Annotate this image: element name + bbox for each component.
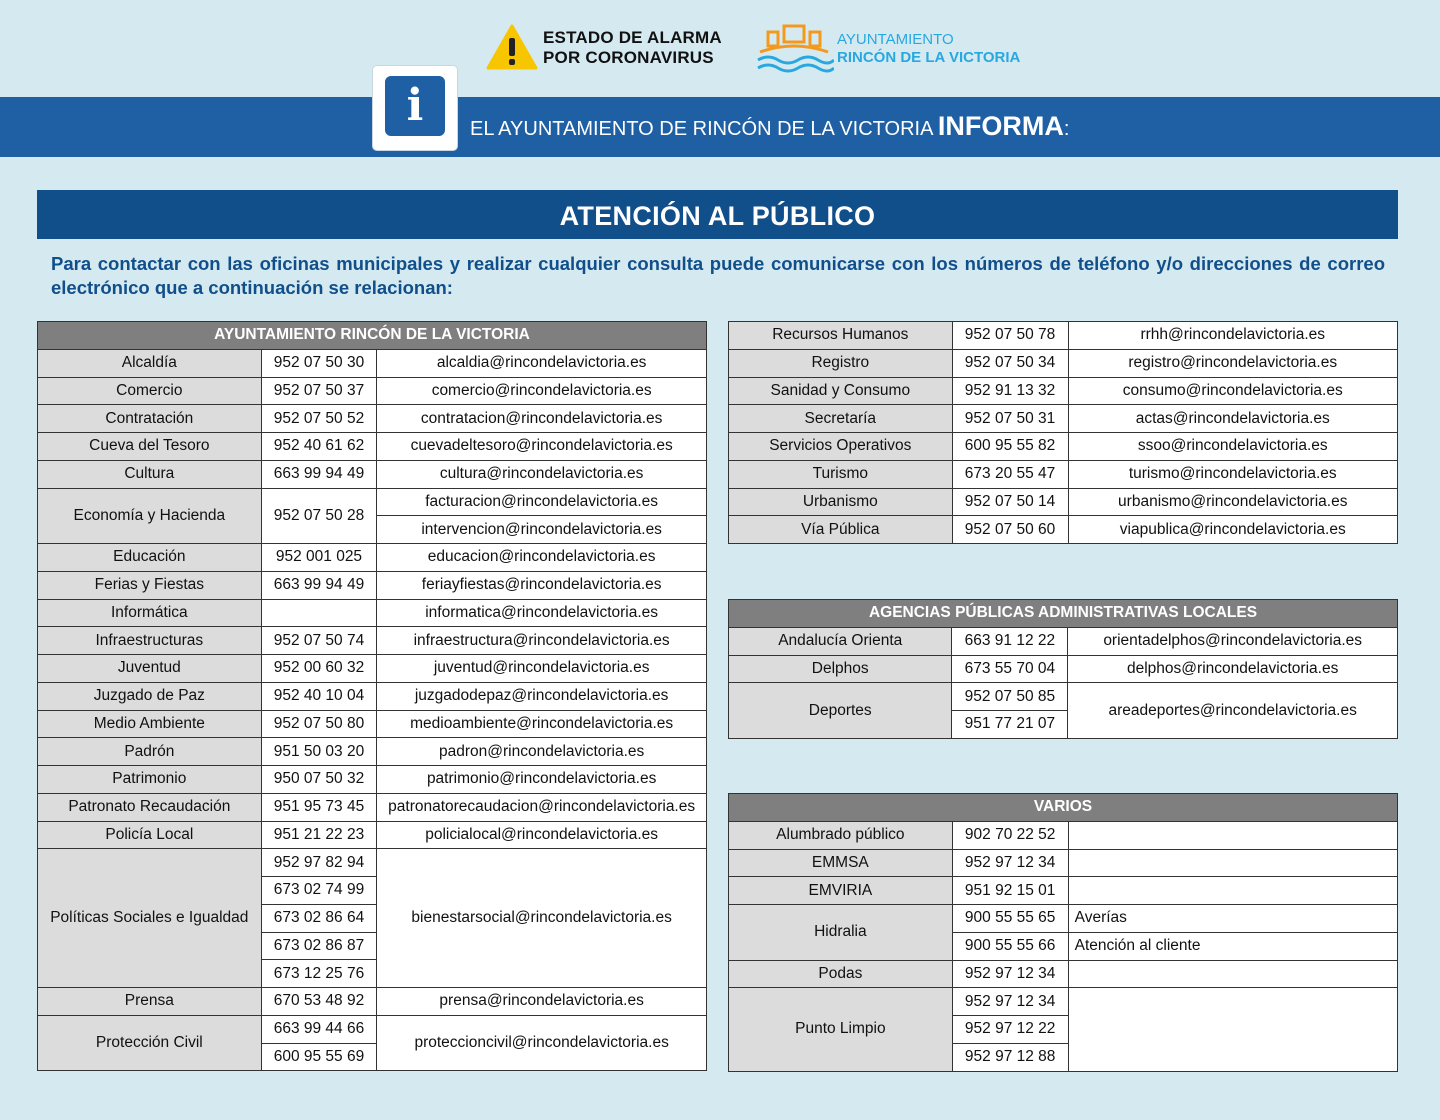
phone-cell: 673 55 70 04 <box>952 655 1068 683</box>
email-cell[interactable]: educacion@rincondelavictoria.es <box>377 544 707 572</box>
alarm-heading <box>543 28 722 68</box>
note-cell <box>1068 988 1397 1071</box>
table-row <box>729 433 1398 461</box>
email-cell[interactable]: consumo@rincondelavictoria.es <box>1068 377 1398 405</box>
phone-cell: 663 99 94 49 <box>261 571 377 599</box>
phone-cell: 952 07 50 30 <box>261 349 377 377</box>
department-cell: Servicios Operativos <box>729 433 953 461</box>
phone-cell <box>261 599 377 627</box>
department-cell: Informática <box>38 599 262 627</box>
email-cell[interactable]: contratacion@rincondelavictoria.es <box>377 405 707 433</box>
info-badge <box>373 66 457 150</box>
department-cell: Economía y Hacienda <box>38 488 262 544</box>
department-cell: Sanidad y Consumo <box>729 377 953 405</box>
email-cell[interactable]: turismo@rincondelavictoria.es <box>1068 460 1398 488</box>
department-cell: Infraestructuras <box>38 627 262 655</box>
email-cell[interactable]: prensa@rincondelavictoria.es <box>377 988 707 1016</box>
table-row <box>729 821 1398 849</box>
department-cell: Cultura <box>38 460 262 488</box>
table-row <box>729 683 1398 711</box>
right-table-body <box>729 322 1398 544</box>
agencies-table-body <box>729 627 1398 738</box>
email-cell[interactable]: proteccioncivil@rincondelavictoria.es <box>377 1015 707 1071</box>
table-row <box>729 988 1398 1016</box>
table-row <box>729 488 1398 516</box>
phone-cell: 952 97 12 22 <box>952 1016 1068 1044</box>
main-table-body <box>38 349 707 1071</box>
table-row <box>729 377 1398 405</box>
department-cell: Recursos Humanos <box>729 322 953 350</box>
main-contact-table <box>37 321 707 1071</box>
phone-cell: 952 07 50 74 <box>261 627 377 655</box>
phone-cell: 902 70 22 52 <box>952 821 1068 849</box>
phone-cell: 952 97 12 34 <box>952 849 1068 877</box>
department-cell: Protección Civil <box>38 1015 262 1071</box>
banner-prefix: EL AYUNTAMIENTO DE RINCÓN DE LA VICTORIA <box>470 118 938 140</box>
banner-text <box>470 108 1069 147</box>
department-cell: Juventud <box>38 655 262 683</box>
table-row <box>38 349 707 377</box>
email-cell[interactable]: juventud@rincondelavictoria.es <box>377 655 707 683</box>
table-row <box>729 849 1398 877</box>
phone-cell: 673 02 74 99 <box>261 877 377 905</box>
email-cell[interactable]: orientadelphos@rincondelavictoria.es <box>1068 627 1398 655</box>
phone-cell: 952 40 61 62 <box>261 433 377 461</box>
agencies-table-title: AGENCIAS PÚBLICAS ADMINISTRATIVAS LOCALES <box>729 600 1398 628</box>
phone-cell: 952 07 50 52 <box>261 405 377 433</box>
table-row <box>729 349 1398 377</box>
table-row <box>729 655 1398 683</box>
department-cell: Patrimonio <box>38 766 262 794</box>
phone-cell: 951 77 21 07 <box>952 711 1068 739</box>
phone-cell: 952 07 50 34 <box>952 349 1068 377</box>
department-cell: Políticas Sociales e Igualdad <box>38 849 262 988</box>
phone-cell: 951 92 15 01 <box>952 877 1068 905</box>
phone-cell: 952 97 82 94 <box>261 849 377 877</box>
department-cell: Turismo <box>729 460 953 488</box>
phone-cell: 952 07 50 85 <box>952 683 1068 711</box>
department-cell: Secretaría <box>729 405 953 433</box>
section-title: ATENCIÓN AL PÚBLICO <box>37 190 1398 239</box>
department-cell: Contratación <box>38 405 262 433</box>
email-cell[interactable]: intervencion@rincondelavictoria.es <box>377 516 707 544</box>
email-cell[interactable]: alcaldia@rincondelavictoria.es <box>377 349 707 377</box>
department-cell: Registro <box>729 349 953 377</box>
department-cell: Deportes <box>729 683 952 739</box>
table-row <box>38 849 707 877</box>
phone-cell: 663 99 94 49 <box>261 460 377 488</box>
banner-suffix: : <box>1063 118 1070 140</box>
department-cell: Hidralia <box>729 905 953 961</box>
department-cell: Podas <box>729 960 953 988</box>
phone-cell: 950 07 50 32 <box>261 766 377 794</box>
phone-cell: 952 97 12 34 <box>952 988 1068 1016</box>
table-row <box>38 433 707 461</box>
note-cell <box>1068 849 1397 877</box>
email-cell[interactable]: juzgadodepaz@rincondelavictoria.es <box>377 682 707 710</box>
town-line-1: AYUNTAMIENTO <box>837 31 954 48</box>
email-cell[interactable]: patronatorecaudacion@rincondelavictoria.es <box>377 793 707 821</box>
email-cell[interactable]: rrhh@rincondelavictoria.es <box>1068 322 1398 350</box>
phone-cell: 600 95 55 82 <box>952 433 1068 461</box>
phone-cell: 952 001 025 <box>261 544 377 572</box>
table-row <box>38 627 707 655</box>
table-row <box>38 377 707 405</box>
phone-cell: 951 95 73 45 <box>261 793 377 821</box>
email-cell[interactable]: registro@rincondelavictoria.es <box>1068 349 1398 377</box>
department-cell: Cueva del Tesoro <box>38 433 262 461</box>
note-cell: Atención al cliente <box>1068 932 1397 960</box>
table-row <box>38 766 707 794</box>
department-cell: Alumbrado público <box>729 821 953 849</box>
varios-table-title: VARIOS <box>729 794 1398 822</box>
intro-paragraph: Para contactar con las oficinas municipales y realizar cualquier consulta puede comunicarse con los números de teléfono y/o direcciones de correo electrónico que a continuación se relacionan: <box>51 253 1385 298</box>
town-line-2: RINCÓN DE LA VICTORIA <box>837 49 1021 66</box>
phone-cell: 600 95 55 69 <box>261 1043 377 1071</box>
department-cell: Prensa <box>38 988 262 1016</box>
info-icon: i <box>385 76 445 136</box>
email-cell[interactable]: feriayfiestas@rincondelavictoria.es <box>377 571 707 599</box>
town-logo-icon <box>754 22 834 74</box>
department-cell: Policía Local <box>38 821 262 849</box>
phone-cell: 900 55 55 65 <box>952 905 1068 933</box>
table-row <box>729 877 1398 905</box>
department-cell: Andalucía Orienta <box>729 627 952 655</box>
email-cell[interactable]: bienestarsocial@rincondelavictoria.es <box>377 849 707 988</box>
table-row <box>729 322 1398 350</box>
table-row <box>729 627 1398 655</box>
phone-cell: 952 07 50 31 <box>952 405 1068 433</box>
table-row <box>38 571 707 599</box>
note-cell <box>1068 960 1397 988</box>
table-row <box>38 488 707 516</box>
varios-table <box>728 793 1398 1072</box>
table-row <box>38 821 707 849</box>
phone-cell: 670 53 48 92 <box>261 988 377 1016</box>
table-row <box>729 405 1398 433</box>
phone-cell: 952 97 12 34 <box>952 960 1068 988</box>
phone-cell: 673 02 86 87 <box>261 932 377 960</box>
phone-cell: 673 12 25 76 <box>261 960 377 988</box>
note-cell <box>1068 877 1397 905</box>
email-cell[interactable]: cuevadeltesoro@rincondelavictoria.es <box>377 433 707 461</box>
department-cell: Delphos <box>729 655 952 683</box>
phone-cell: 952 40 10 04 <box>261 682 377 710</box>
main-table-title: AYUNTAMIENTO RINCÓN DE LA VICTORIA <box>38 322 707 350</box>
phone-cell: 952 07 50 60 <box>952 516 1068 544</box>
table-row <box>729 905 1398 933</box>
phone-cell: 663 99 44 66 <box>261 1015 377 1043</box>
phone-cell: 900 55 55 66 <box>952 932 1068 960</box>
department-cell: Padrón <box>38 738 262 766</box>
note-cell: Averías <box>1068 905 1397 933</box>
email-cell[interactable]: areadeportes@rincondelavictoria.es <box>1068 683 1398 739</box>
table-row <box>38 1015 707 1043</box>
table-row <box>729 460 1398 488</box>
department-cell: Punto Limpio <box>729 988 953 1071</box>
department-cell: EMMSA <box>729 849 953 877</box>
department-cell: Medio Ambiente <box>38 710 262 738</box>
top-logos <box>0 22 1440 82</box>
phone-cell: 673 20 55 47 <box>952 460 1068 488</box>
email-cell[interactable]: medioambiente@rincondelavictoria.es <box>377 710 707 738</box>
email-cell[interactable]: urbanismo@rincondelavictoria.es <box>1068 488 1398 516</box>
department-cell: Ferias y Fiestas <box>38 571 262 599</box>
table-row <box>729 516 1398 544</box>
alarm-line-2: POR CORONAVIRUS <box>543 48 714 67</box>
phone-cell: 951 21 22 23 <box>261 821 377 849</box>
phone-cell: 952 07 50 78 <box>952 322 1068 350</box>
phone-cell: 952 07 50 37 <box>261 377 377 405</box>
phone-cell: 952 00 60 32 <box>261 655 377 683</box>
phone-cell: 952 07 50 80 <box>261 710 377 738</box>
email-cell[interactable]: patrimonio@rincondelavictoria.es <box>377 766 707 794</box>
email-cell[interactable]: viapublica@rincondelavictoria.es <box>1068 516 1398 544</box>
email-cell[interactable]: cultura@rincondelavictoria.es <box>377 460 707 488</box>
table-row <box>729 960 1398 988</box>
warning-icon <box>486 24 538 70</box>
banner-strong: INFORMA <box>937 111 1064 141</box>
table-row <box>38 738 707 766</box>
table-row <box>38 793 707 821</box>
phone-cell: 952 07 50 14 <box>952 488 1068 516</box>
table-row <box>38 460 707 488</box>
phone-cell: 951 50 03 20 <box>261 738 377 766</box>
table-row <box>38 655 707 683</box>
alarm-line-1: ESTADO DE ALARMA <box>543 28 722 47</box>
email-cell[interactable]: delphos@rincondelavictoria.es <box>1068 655 1398 683</box>
phone-cell: 952 07 50 28 <box>261 488 377 544</box>
email-cell[interactable]: ssoo@rincondelavictoria.es <box>1068 433 1398 461</box>
department-cell: Urbanismo <box>729 488 953 516</box>
table-row <box>38 710 707 738</box>
phone-cell: 952 91 13 32 <box>952 377 1068 405</box>
email-cell[interactable]: facturacion@rincondelavictoria.es <box>377 488 707 516</box>
town-name <box>837 31 1020 67</box>
phone-cell: 663 91 12 22 <box>952 627 1068 655</box>
department-cell: Vía Pública <box>729 516 953 544</box>
table-row <box>38 682 707 710</box>
phone-cell: 952 97 12 88 <box>952 1043 1068 1071</box>
department-cell: Patronato Recaudación <box>38 793 262 821</box>
email-cell[interactable]: infraestructura@rincondelavictoria.es <box>377 627 707 655</box>
agencies-table <box>728 599 1398 739</box>
email-cell[interactable]: padron@rincondelavictoria.es <box>377 738 707 766</box>
department-cell: Educación <box>38 544 262 572</box>
table-row <box>38 599 707 627</box>
email-cell[interactable]: comercio@rincondelavictoria.es <box>377 377 707 405</box>
table-row <box>38 988 707 1016</box>
table-row <box>38 544 707 572</box>
phone-cell: 673 02 86 64 <box>261 904 377 932</box>
right-contact-table <box>728 321 1398 544</box>
table-row <box>38 405 707 433</box>
department-cell: Alcaldía <box>38 349 262 377</box>
note-cell <box>1068 821 1397 849</box>
department-cell: EMVIRIA <box>729 877 953 905</box>
email-cell[interactable]: informatica@rincondelavictoria.es <box>377 599 707 627</box>
department-cell: Comercio <box>38 377 262 405</box>
email-cell[interactable]: actas@rincondelavictoria.es <box>1068 405 1398 433</box>
email-cell[interactable]: policialocal@rincondelavictoria.es <box>377 821 707 849</box>
department-cell: Juzgado de Paz <box>38 682 262 710</box>
varios-table-body <box>729 821 1398 1071</box>
